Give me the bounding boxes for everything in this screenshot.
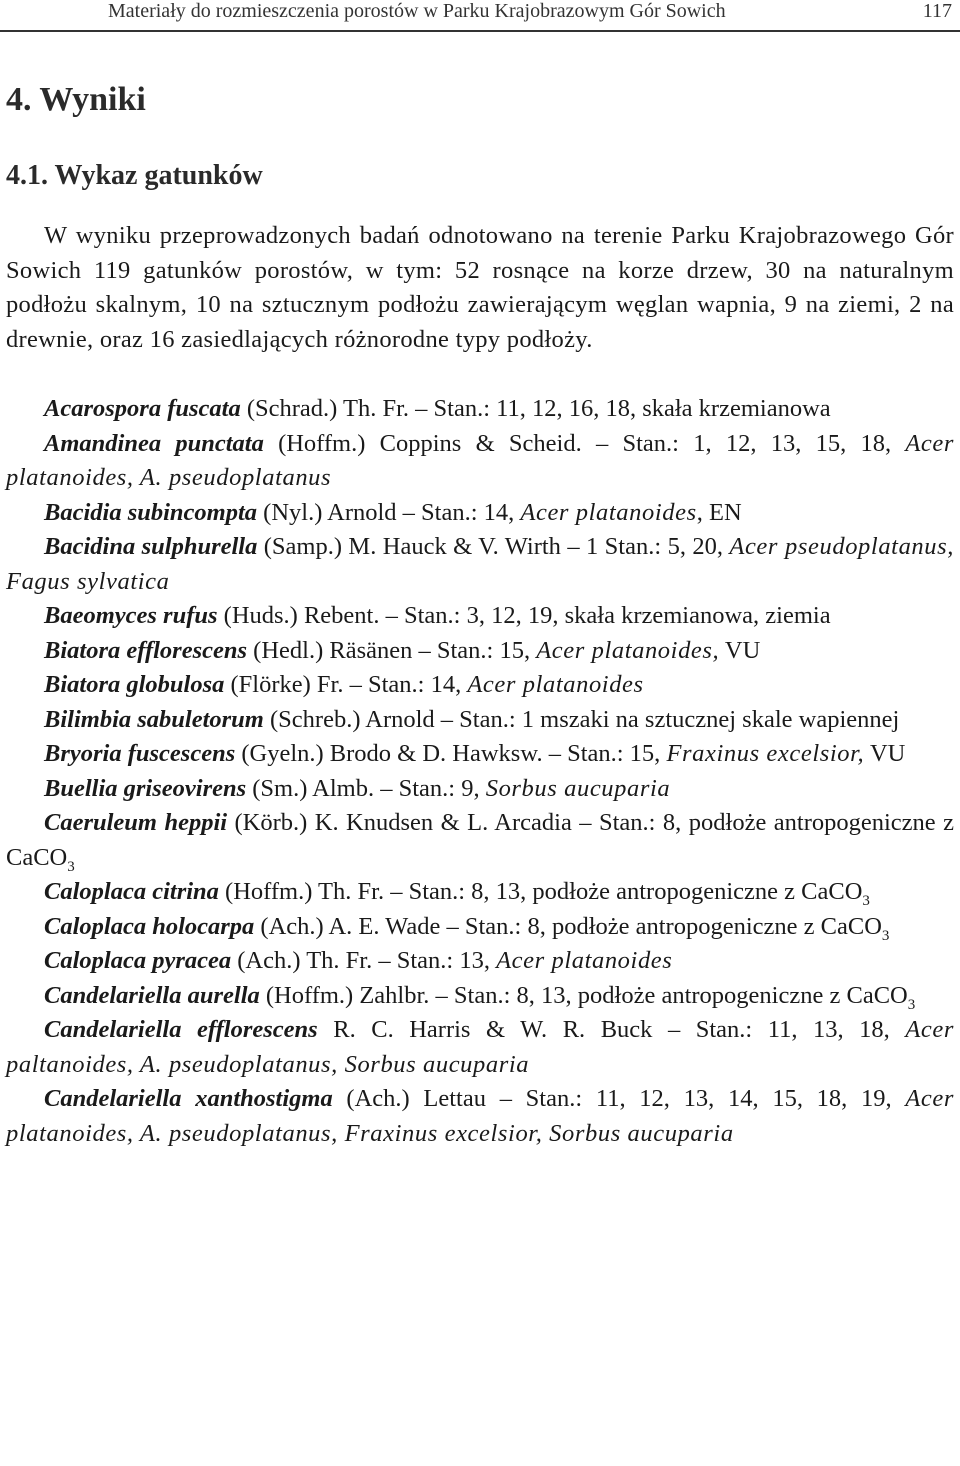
- species-name: Bacidia subincompta: [44, 498, 258, 526]
- host-trees: Fraxinus excelsior,: [666, 740, 865, 767]
- species-name: Caloplaca pyracea: [44, 947, 232, 974]
- species-name: Candelariella xanthostigma: [44, 1085, 333, 1112]
- species-entry: [6, 599, 954, 634]
- species-name: Bilimbia sabuletorum: [44, 705, 264, 733]
- species-entry: [6, 530, 954, 599]
- species-name: Buellia griseovirens: [44, 774, 247, 802]
- running-header: [0, 0, 960, 32]
- host-trees: Acer platanoides, A. pseudoplatanus: [6, 429, 954, 491]
- intro-paragraph: W wyniku przeprowadzonych badań odnotowano na terenie Parku Krajobrazowego Gór Sowich 119 gatunków porostów, w tym: 52 rosnące na korze drzew, 30 na naturalnym podłożu skalnym, 10 na sztucznym podłożu zawierającym węglan wapnia, 9 na ziemi, 2 na drewnie, oraz 16 zasiedlających różnorodne typy podłoży.: [6, 222, 954, 353]
- threat-category: , EN: [696, 498, 742, 526]
- host-trees: Acer platanoides: [467, 671, 644, 698]
- species-details: (Ach.) Lettau – Stan.: 11, 12, 13, 14, 15, 18, 19,: [332, 1085, 906, 1112]
- species-name: Caeruleum heppii: [44, 809, 228, 836]
- species-details: (Ach.) Th. Fr. – Stan.: 13,: [231, 947, 497, 974]
- species-entry: [6, 910, 954, 945]
- species-name: Bryoria fuscescens: [44, 740, 236, 767]
- section-title: 4. Wyniki: [6, 81, 146, 118]
- species-entry: [6, 979, 954, 1014]
- species-details: (Huds.) Rebent. – Stan.: 3, 12, 19, skała krzemianowa, ziemia: [217, 602, 831, 629]
- species-name: Candelariella aurella: [44, 981, 260, 1009]
- species-entry: [6, 634, 954, 669]
- subscript-3: 3: [881, 927, 890, 944]
- species-name: Bacidina sulphurella: [44, 533, 258, 560]
- species-details: (Gyeln.) Brodo & D. Hawksw. – Stan.: 15,: [235, 740, 667, 767]
- running-title: Materiały do rozmieszczenia porostów w Parku Krajobrazowym Gór Sowich: [108, 0, 726, 22]
- host-trees: Acer platanoides,: [536, 636, 720, 664]
- species-entry: [6, 1013, 954, 1082]
- species-entry: [6, 772, 954, 807]
- species-name: Caloplaca holocarpa: [44, 912, 255, 940]
- species-entry: [6, 944, 954, 979]
- subscript-3: 3: [67, 858, 75, 875]
- body-text: [6, 219, 954, 1151]
- species-details: (Flörke) Fr. – Stan.: 14,: [224, 671, 468, 698]
- host-trees: Acer paltanoides, A. pseudoplatanus, Sorbus aucuparia: [6, 1016, 954, 1078]
- species-name: Amandinea punctata: [44, 429, 264, 457]
- page-number: 117: [922, 0, 952, 22]
- species-details: (Hedl.) Räsänen – Stan.: 15,: [247, 636, 537, 664]
- species-details: (Schrad.) Th. Fr. – Stan.: 11, 12, 16, 18, skała krzemianowa: [240, 395, 831, 422]
- host-trees: Acer pseudoplatanus, Fagus sylvatica: [6, 533, 954, 595]
- species-name: Biatora globulosa: [44, 671, 225, 698]
- threat-category: VU: [864, 740, 906, 767]
- species-details: R. C. Harris & W. R. Buck – Stan.: 11, 13, 18,: [317, 1016, 906, 1043]
- species-name: Caloplaca citrina: [44, 878, 219, 905]
- species-entry: [6, 703, 954, 738]
- species-entry: [6, 496, 954, 531]
- species-entry: [6, 737, 954, 772]
- species-details: (Ach.) A. E. Wade – Stan.: 8, podłoże antropogeniczne z CaCO: [254, 912, 882, 940]
- species-details: (Samp.) M. Hauck & V. Wirth – 1 Stan.: 5, 20,: [257, 533, 730, 560]
- host-trees: Acer platanoides: [520, 498, 697, 526]
- threat-category: VU: [719, 636, 761, 664]
- species-name: Acarospora fuscata: [44, 395, 241, 422]
- species-details: (Körb.) K. Knudsen & L. Arcadia – Stan.: 8, podłoże antropogeniczne z CaCO: [6, 809, 954, 871]
- host-trees: Sorbus aucuparia: [485, 774, 671, 802]
- host-trees: Acer platanoides, A. pseudoplatanus, Fraxinus excelsior, Sorbus aucuparia: [6, 1085, 954, 1147]
- species-entry: [6, 1082, 954, 1151]
- species-entry: [6, 392, 954, 427]
- species-name: Candelariella efflorescens: [44, 1016, 318, 1043]
- species-details: (Hoffm.) Zahlbr. – Stan.: 8, 13, podłoże antropogeniczne z CaCO: [259, 981, 908, 1009]
- species-details: (Hoffm.) Th. Fr. – Stan.: 8, 13, podłoże antropogeniczne z CaCO: [218, 878, 863, 905]
- species-details: (Sm.) Almb. – Stan.: 9,: [246, 774, 486, 802]
- species-details: (Nyl.) Arnold – Stan.: 14,: [257, 498, 521, 526]
- species-details: (Hoffm.) Coppins & Scheid. – Stan.: 1, 12, 13, 15, 18,: [263, 429, 906, 457]
- species-name: Biatora efflorescens: [44, 636, 248, 664]
- species-details: (Schreb.) Arnold – Stan.: 1 mszaki na sztucznej skale wapiennej: [263, 705, 900, 733]
- species-name: Baeomyces rufus: [44, 602, 218, 629]
- species-entry: [6, 668, 954, 703]
- subscript-3: 3: [907, 996, 916, 1013]
- species-entry: [6, 427, 954, 496]
- species-entry: [6, 875, 954, 910]
- host-trees: Acer platanoides: [496, 947, 673, 974]
- subsection-title: 4.1. Wykaz gatunków: [6, 160, 263, 191]
- subscript-3: 3: [862, 893, 870, 909]
- species-list: [6, 392, 954, 1151]
- species-entry: [6, 806, 954, 875]
